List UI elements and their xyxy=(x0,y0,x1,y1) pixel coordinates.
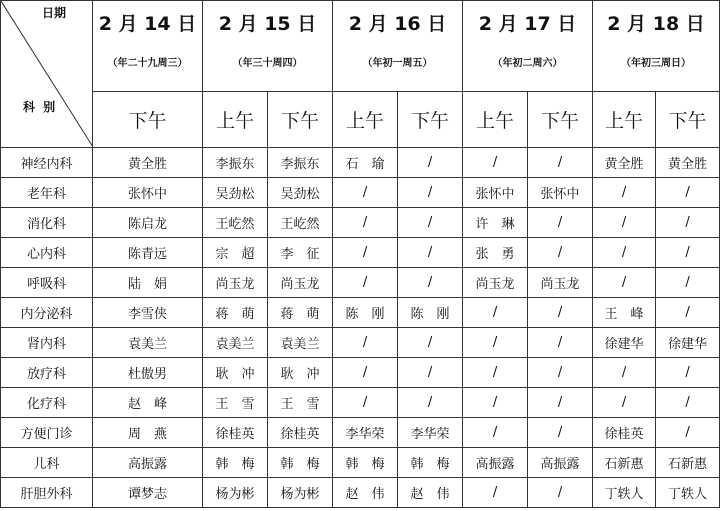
doctor-cell: 尚玉龙 xyxy=(463,268,528,298)
doctor-cell: 张怀中 xyxy=(528,178,593,208)
doctor-cell: / xyxy=(398,238,463,268)
doctor-cell: / xyxy=(398,178,463,208)
doctor-cell: / xyxy=(463,148,528,178)
dept-name-cell: 消化科 xyxy=(1,208,93,238)
table-row xyxy=(1,328,720,358)
date-text: 2 月 17 日 xyxy=(478,13,577,35)
doctor-cell: 王屹然 xyxy=(268,208,333,238)
doctor-cell: 张怀中 xyxy=(93,178,203,208)
doctor-cell: 尚玉龙 xyxy=(268,268,333,298)
doctor-cell: / xyxy=(333,268,398,298)
doctor-cell: 陈 刚 xyxy=(333,298,398,328)
doctor-cell: / xyxy=(593,178,656,208)
doctor-cell: 陈 刚 xyxy=(398,298,463,328)
dept-name-cell: 老年科 xyxy=(1,178,93,208)
period-cell: 下午 xyxy=(268,92,333,148)
doctor-cell: / xyxy=(528,238,593,268)
doctor-cell: 徐桂英 xyxy=(593,418,656,448)
lunar-text: （年初三周日） xyxy=(621,58,692,69)
doctor-cell: 尚玉龙 xyxy=(203,268,268,298)
doctor-cell: / xyxy=(398,388,463,418)
doctor-cell: 王 峰 xyxy=(593,298,656,328)
doctor-cell: / xyxy=(398,148,463,178)
doctor-cell: 袁美兰 xyxy=(93,328,203,358)
doctor-cell: / xyxy=(333,388,398,418)
date-cell-1 xyxy=(203,1,333,92)
doctor-cell: 吴劲松 xyxy=(203,178,268,208)
doctor-cell: 耿 冲 xyxy=(203,358,268,388)
doctor-cell: 石新惠 xyxy=(656,448,720,478)
doctor-cell: 李 征 xyxy=(268,238,333,268)
dept-name-cell: 肝胆外科 xyxy=(1,478,93,508)
dept-name-cell: 心内科 xyxy=(1,238,93,268)
doctor-cell: / xyxy=(333,208,398,238)
table-row xyxy=(1,388,720,418)
doctor-cell: 黄全胜 xyxy=(656,148,720,178)
doctor-cell: 蒋 萌 xyxy=(203,298,268,328)
date-text: 2 月 18 日 xyxy=(607,13,705,35)
period-cell: 上午 xyxy=(463,92,528,148)
period-cell: 上午 xyxy=(333,92,398,148)
doctor-cell: 杨为彬 xyxy=(268,478,333,508)
table-row xyxy=(1,148,720,178)
doctor-cell: / xyxy=(463,418,528,448)
doctor-cell: 周 燕 xyxy=(93,418,203,448)
doctor-cell: 陆 娟 xyxy=(93,268,203,298)
table-row xyxy=(1,358,720,388)
doctor-cell: / xyxy=(528,418,593,448)
dept-name-cell: 儿科 xyxy=(1,448,93,478)
doctor-cell: / xyxy=(398,328,463,358)
doctor-cell: 王 雪 xyxy=(203,388,268,418)
dept-name-cell: 化疗科 xyxy=(1,388,93,418)
table-row xyxy=(1,238,720,268)
doctor-cell: 黄全胜 xyxy=(593,148,656,178)
lunar-text: （年初二周六） xyxy=(492,58,563,69)
doctor-cell: 陈启龙 xyxy=(93,208,203,238)
dept-name-cell: 呼吸科 xyxy=(1,268,93,298)
dept-name-cell: 肾内科 xyxy=(1,328,93,358)
doctor-cell: 韩 梅 xyxy=(203,448,268,478)
period-cell: 上午 xyxy=(203,92,268,148)
doctor-cell: 谭梦志 xyxy=(93,478,203,508)
doctor-cell: / xyxy=(593,268,656,298)
doctor-cell: / xyxy=(528,388,593,418)
doctor-cell: 徐桂英 xyxy=(203,418,268,448)
diagonal-line xyxy=(1,1,93,147)
dept-name-cell: 神经内科 xyxy=(1,148,93,178)
doctor-cell: 杨为彬 xyxy=(203,478,268,508)
doctor-cell: 李雪侠 xyxy=(93,298,203,328)
date-cell-3 xyxy=(463,1,593,92)
doctor-cell: / xyxy=(656,298,720,328)
corner-header-cell xyxy=(1,1,93,148)
date-text: 2 月 14 日 xyxy=(98,13,197,35)
date-header-row xyxy=(1,1,720,92)
doctor-cell: 李华荣 xyxy=(398,418,463,448)
dept-name-cell: 放疗科 xyxy=(1,358,93,388)
doctor-cell: 高振露 xyxy=(528,448,593,478)
dept-name-cell: 方便门诊 xyxy=(1,418,93,448)
doctor-cell: / xyxy=(398,268,463,298)
doctor-cell: / xyxy=(333,238,398,268)
doctor-cell: / xyxy=(463,298,528,328)
doctor-cell: 许 琳 xyxy=(463,208,528,238)
doctor-cell: 高振露 xyxy=(93,448,203,478)
table-row xyxy=(1,298,720,328)
doctor-cell: 黄全胜 xyxy=(93,148,203,178)
table-row xyxy=(1,208,720,238)
period-cell: 上午 xyxy=(593,92,656,148)
doctor-cell: 李华荣 xyxy=(333,418,398,448)
date-cell-4 xyxy=(593,1,720,92)
doctor-cell: / xyxy=(656,238,720,268)
doctor-cell: / xyxy=(656,268,720,298)
doctor-cell: 杜傲男 xyxy=(93,358,203,388)
doctor-cell: 尚玉龙 xyxy=(528,268,593,298)
doctor-cell: 张 勇 xyxy=(463,238,528,268)
date-label: 日期 xyxy=(41,6,66,20)
doctor-cell: 赵 伟 xyxy=(333,478,398,508)
doctor-cell: 宗 超 xyxy=(203,238,268,268)
doctor-cell: 王屹然 xyxy=(203,208,268,238)
doctor-cell: / xyxy=(333,358,398,388)
period-cell: 下午 xyxy=(398,92,463,148)
doctor-cell: 赵 峰 xyxy=(93,388,203,418)
dept-name-cell: 内分泌科 xyxy=(1,298,93,328)
table-row xyxy=(1,418,720,448)
date-text: 2 月 15 日 xyxy=(218,13,317,35)
doctor-cell: / xyxy=(398,208,463,238)
doctor-cell: / xyxy=(656,178,720,208)
doctor-cell: / xyxy=(463,358,528,388)
doctor-cell: 耿 冲 xyxy=(268,358,333,388)
dept-label: 科 别 xyxy=(23,100,58,114)
doctor-cell: / xyxy=(528,358,593,388)
doctor-cell: 韩 梅 xyxy=(398,448,463,478)
period-cell: 下午 xyxy=(93,92,203,148)
doctor-cell: / xyxy=(528,298,593,328)
doctor-cell: / xyxy=(463,478,528,508)
doctor-cell: 徐建华 xyxy=(593,328,656,358)
doctor-cell: 蒋 萌 xyxy=(268,298,333,328)
doctor-cell: / xyxy=(528,148,593,178)
doctor-cell: 韩 梅 xyxy=(333,448,398,478)
doctor-cell: 丁轶人 xyxy=(656,478,720,508)
date-cell-2 xyxy=(333,1,463,92)
doctor-cell: 袁美兰 xyxy=(203,328,268,358)
doctor-cell: 李振东 xyxy=(203,148,268,178)
doctor-cell: / xyxy=(656,388,720,418)
doctor-cell: 徐桂英 xyxy=(268,418,333,448)
period-cell: 下午 xyxy=(656,92,720,148)
doctor-cell: / xyxy=(593,358,656,388)
doctor-cell: / xyxy=(463,388,528,418)
table-row xyxy=(1,268,720,298)
doctor-cell: / xyxy=(593,388,656,418)
doctor-cell: 丁轶人 xyxy=(593,478,656,508)
doctor-cell: 陈青远 xyxy=(93,238,203,268)
doctor-cell: 袁美兰 xyxy=(268,328,333,358)
doctor-cell: 石新惠 xyxy=(593,448,656,478)
doctor-cell: 张怀中 xyxy=(463,178,528,208)
date-cell-0 xyxy=(93,1,203,92)
doctor-cell: / xyxy=(528,328,593,358)
lunar-text: （年二十九周三） xyxy=(107,58,188,69)
doctor-cell: 韩 梅 xyxy=(268,448,333,478)
doctor-cell: 吴劲松 xyxy=(268,178,333,208)
doctor-cell: / xyxy=(593,238,656,268)
doctor-cell: / xyxy=(656,358,720,388)
doctor-cell: 王 雪 xyxy=(268,388,333,418)
doctor-cell: / xyxy=(528,208,593,238)
period-cell: 下午 xyxy=(528,92,593,148)
table-row xyxy=(1,178,720,208)
doctor-cell: 李振东 xyxy=(268,148,333,178)
doctor-cell: / xyxy=(333,178,398,208)
doctor-cell: / xyxy=(398,358,463,388)
doctor-cell: / xyxy=(656,208,720,238)
doctor-cell: / xyxy=(463,328,528,358)
doctor-cell: / xyxy=(656,418,720,448)
doctor-cell: 石 瑜 xyxy=(333,148,398,178)
date-text: 2 月 16 日 xyxy=(348,13,447,35)
period-header-row xyxy=(1,92,720,148)
doctor-cell: / xyxy=(593,208,656,238)
doctor-cell: / xyxy=(333,328,398,358)
table-row xyxy=(1,448,720,478)
lunar-text: （年初一周五） xyxy=(362,58,433,69)
doctor-cell: 高振露 xyxy=(463,448,528,478)
table-row xyxy=(1,478,720,508)
doctor-cell: 赵 伟 xyxy=(398,478,463,508)
doctor-cell: 徐建华 xyxy=(656,328,720,358)
lunar-text: （年三十周四） xyxy=(232,58,303,69)
doctor-cell: / xyxy=(528,478,593,508)
